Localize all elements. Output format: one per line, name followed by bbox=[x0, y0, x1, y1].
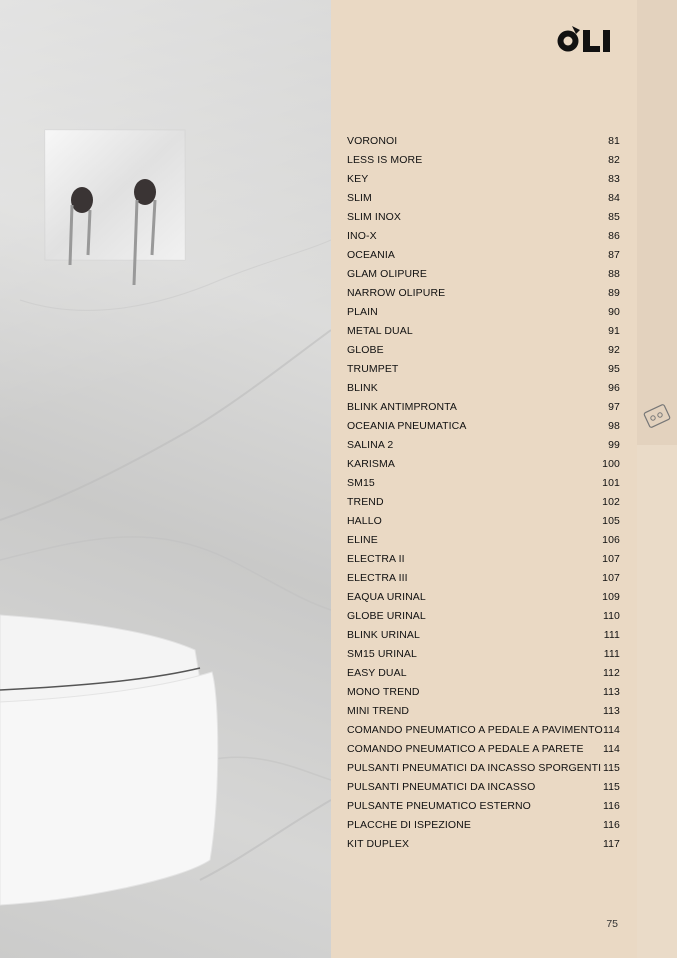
toilet bbox=[0, 615, 218, 905]
toc-entry-title: ELECTRA III bbox=[347, 571, 408, 584]
toc-entry-title: COMANDO PNEUMATICO A PEDALE A PAVIMENTO bbox=[347, 723, 603, 736]
toc-entry[interactable] bbox=[347, 587, 620, 606]
toc-entry-page: 100 bbox=[602, 457, 620, 470]
flush-plate-icon bbox=[643, 404, 671, 430]
toc-entry[interactable] bbox=[347, 682, 620, 701]
toc-entry-title: ELINE bbox=[347, 533, 378, 546]
toc-entry[interactable] bbox=[347, 758, 620, 777]
toc-entry-title: VORONOI bbox=[347, 134, 398, 147]
toc-entry[interactable] bbox=[347, 644, 620, 663]
toc-entry[interactable] bbox=[347, 701, 620, 720]
toc-entry-page: 114 bbox=[602, 742, 620, 755]
toc-entry-page: 116 bbox=[602, 818, 620, 831]
toc-entry-page: 107 bbox=[602, 552, 620, 565]
toc-entry[interactable] bbox=[347, 397, 620, 416]
toc-entry-page: 117 bbox=[602, 837, 620, 850]
toc-entry-page: 112 bbox=[602, 666, 620, 679]
toc-entry-title: SLIM bbox=[347, 191, 372, 204]
toc-entry-title: KIT DUPLEX bbox=[347, 837, 410, 850]
toc-entry-page: 111 bbox=[603, 647, 620, 660]
toc-entry[interactable] bbox=[347, 245, 620, 264]
toc-entry-title: PLAIN bbox=[347, 305, 378, 318]
toc-entry-page: 81 bbox=[608, 134, 620, 147]
toc-entry[interactable] bbox=[347, 454, 620, 473]
toc-entry[interactable] bbox=[347, 663, 620, 682]
toc-entry-page: 88 bbox=[608, 267, 620, 280]
toc-entry[interactable] bbox=[347, 435, 620, 454]
page-number: 75 bbox=[606, 918, 618, 930]
toc-entry[interactable] bbox=[347, 815, 620, 834]
toc-entry-page: 113 bbox=[602, 685, 620, 698]
toc-entry-page: 85 bbox=[608, 210, 620, 223]
toc-entry-page: 83 bbox=[608, 172, 620, 185]
toc-entry-page: 105 bbox=[602, 514, 620, 527]
toc-entry-page: 115 bbox=[602, 761, 620, 774]
toc-entry[interactable] bbox=[347, 302, 620, 321]
toc-entry[interactable] bbox=[347, 226, 620, 245]
toc-entry[interactable] bbox=[347, 378, 620, 397]
toc-entry-title: GLOBE bbox=[347, 343, 384, 356]
toc-entry[interactable] bbox=[347, 321, 620, 340]
toc-entry[interactable] bbox=[347, 739, 620, 758]
toc-entry-title: ELECTRA II bbox=[347, 552, 405, 565]
toc-entry-page: 95 bbox=[608, 362, 620, 375]
toc-entry-page: 90 bbox=[608, 305, 620, 318]
toc-entry[interactable] bbox=[347, 834, 620, 853]
toc-entry-page: 89 bbox=[608, 286, 620, 299]
edge-strip bbox=[637, 445, 677, 958]
toc-entry-title: TRUMPET bbox=[347, 362, 399, 375]
toc-entry-title: GLAM OLIPURE bbox=[347, 267, 427, 280]
toc-entry[interactable] bbox=[347, 796, 620, 815]
toc-entry[interactable] bbox=[347, 549, 620, 568]
toc-entry[interactable] bbox=[347, 511, 620, 530]
toc-entry-page: 101 bbox=[602, 476, 620, 489]
toc-entry-title: SM15 URINAL bbox=[347, 647, 417, 660]
toc-entry[interactable] bbox=[347, 283, 620, 302]
toc-entry[interactable] bbox=[347, 188, 620, 207]
oli-logo bbox=[556, 24, 620, 56]
toc-entry-title: SLIM INOX bbox=[347, 210, 401, 223]
toc-entry-title: BLINK URINAL bbox=[347, 628, 420, 641]
toc-entry-page: 115 bbox=[602, 780, 620, 793]
toc-entry-title: GLOBE URINAL bbox=[347, 609, 426, 622]
toc-entry-title: LESS IS MORE bbox=[347, 153, 423, 166]
toc-entry-page: 109 bbox=[602, 590, 620, 603]
toc-entry-page: 111 bbox=[603, 628, 620, 641]
toc-entry[interactable] bbox=[347, 606, 620, 625]
toc-entry-page: 82 bbox=[608, 153, 620, 166]
toc-entry-title: BLINK bbox=[347, 381, 378, 394]
toc-entry-page: 110 bbox=[602, 609, 620, 622]
toc-entry[interactable] bbox=[347, 568, 620, 587]
toc-entry-page: 114 bbox=[602, 723, 620, 736]
toc-entry-page: 106 bbox=[602, 533, 620, 546]
toc-entry-page: 86 bbox=[608, 229, 620, 242]
toc-entry-title: OCEANIA PNEUMATICA bbox=[347, 419, 467, 432]
toc-entry-title: EAQUA URINAL bbox=[347, 590, 426, 603]
toc-entry[interactable] bbox=[347, 473, 620, 492]
toc-entry[interactable] bbox=[347, 720, 620, 739]
toc-entry[interactable] bbox=[347, 492, 620, 511]
toc-entry-title: HALLO bbox=[347, 514, 382, 527]
toc-entry[interactable] bbox=[347, 777, 620, 796]
toc-entry-page: 91 bbox=[608, 324, 620, 337]
toc-entry[interactable] bbox=[347, 416, 620, 435]
toc-entry-page: 97 bbox=[608, 400, 620, 413]
toc-entry-page: 113 bbox=[602, 704, 620, 717]
edge-tab bbox=[637, 0, 677, 446]
flush-plate bbox=[45, 130, 185, 285]
toc-entry-title: TREND bbox=[347, 495, 384, 508]
toc-entry[interactable] bbox=[347, 131, 620, 150]
toc-entry[interactable] bbox=[347, 169, 620, 188]
toc-entry-page: 84 bbox=[608, 191, 620, 204]
toc-entry-title: COMANDO PNEUMATICO A PEDALE A PARETE bbox=[347, 742, 584, 755]
toc-entry[interactable] bbox=[347, 150, 620, 169]
toc-entry[interactable] bbox=[347, 625, 620, 644]
toc-entry-title: METAL DUAL bbox=[347, 324, 413, 337]
toc-entry-title: NARROW OLIPURE bbox=[347, 286, 446, 299]
table-of-contents bbox=[347, 131, 620, 853]
toc-entry-title: INO-X bbox=[347, 229, 377, 242]
toc-entry-title: PULSANTI PNEUMATICI DA INCASSO bbox=[347, 780, 536, 793]
photo-illustration bbox=[0, 0, 331, 958]
toc-entry-title: SM15 bbox=[347, 476, 375, 489]
toc-entry-title: PULSANTI PNEUMATICI DA INCASSO SPORGENTI bbox=[347, 761, 602, 774]
toc-entry-page: 98 bbox=[608, 419, 620, 432]
toc-entry-title: EASY DUAL bbox=[347, 666, 407, 679]
toc-entry-title: PULSANTE PNEUMATICO ESTERNO bbox=[347, 799, 531, 812]
toc-entry-title: BLINK ANTIMPRONTA bbox=[347, 400, 458, 413]
toc-entry[interactable] bbox=[347, 207, 620, 226]
toc-entry-page: 96 bbox=[608, 381, 620, 394]
toc-entry-title: OCEANIA bbox=[347, 248, 395, 261]
toc-entry-page: 92 bbox=[608, 343, 620, 356]
toc-entry-page: 102 bbox=[602, 495, 620, 508]
toc-entry[interactable] bbox=[347, 530, 620, 549]
toc-entry-title: MONO TREND bbox=[347, 685, 420, 698]
toc-entry[interactable] bbox=[347, 359, 620, 378]
toc-entry-title: KEY bbox=[347, 172, 369, 185]
toc-entry-page: 116 bbox=[602, 799, 620, 812]
toc-entry-page: 107 bbox=[602, 571, 620, 584]
toc-entry-title: PLACCHE DI ISPEZIONE bbox=[347, 818, 471, 831]
product-photo bbox=[0, 0, 331, 958]
toc-entry-page: 87 bbox=[608, 248, 620, 261]
toc-entry[interactable] bbox=[347, 340, 620, 359]
toc-entry-title: KARISMA bbox=[347, 457, 395, 470]
toc-entry-title: SALINA 2 bbox=[347, 438, 394, 451]
toc-entry[interactable] bbox=[347, 264, 620, 283]
toc-entry-page: 99 bbox=[608, 438, 620, 451]
toc-entry-title: MINI TREND bbox=[347, 704, 410, 717]
